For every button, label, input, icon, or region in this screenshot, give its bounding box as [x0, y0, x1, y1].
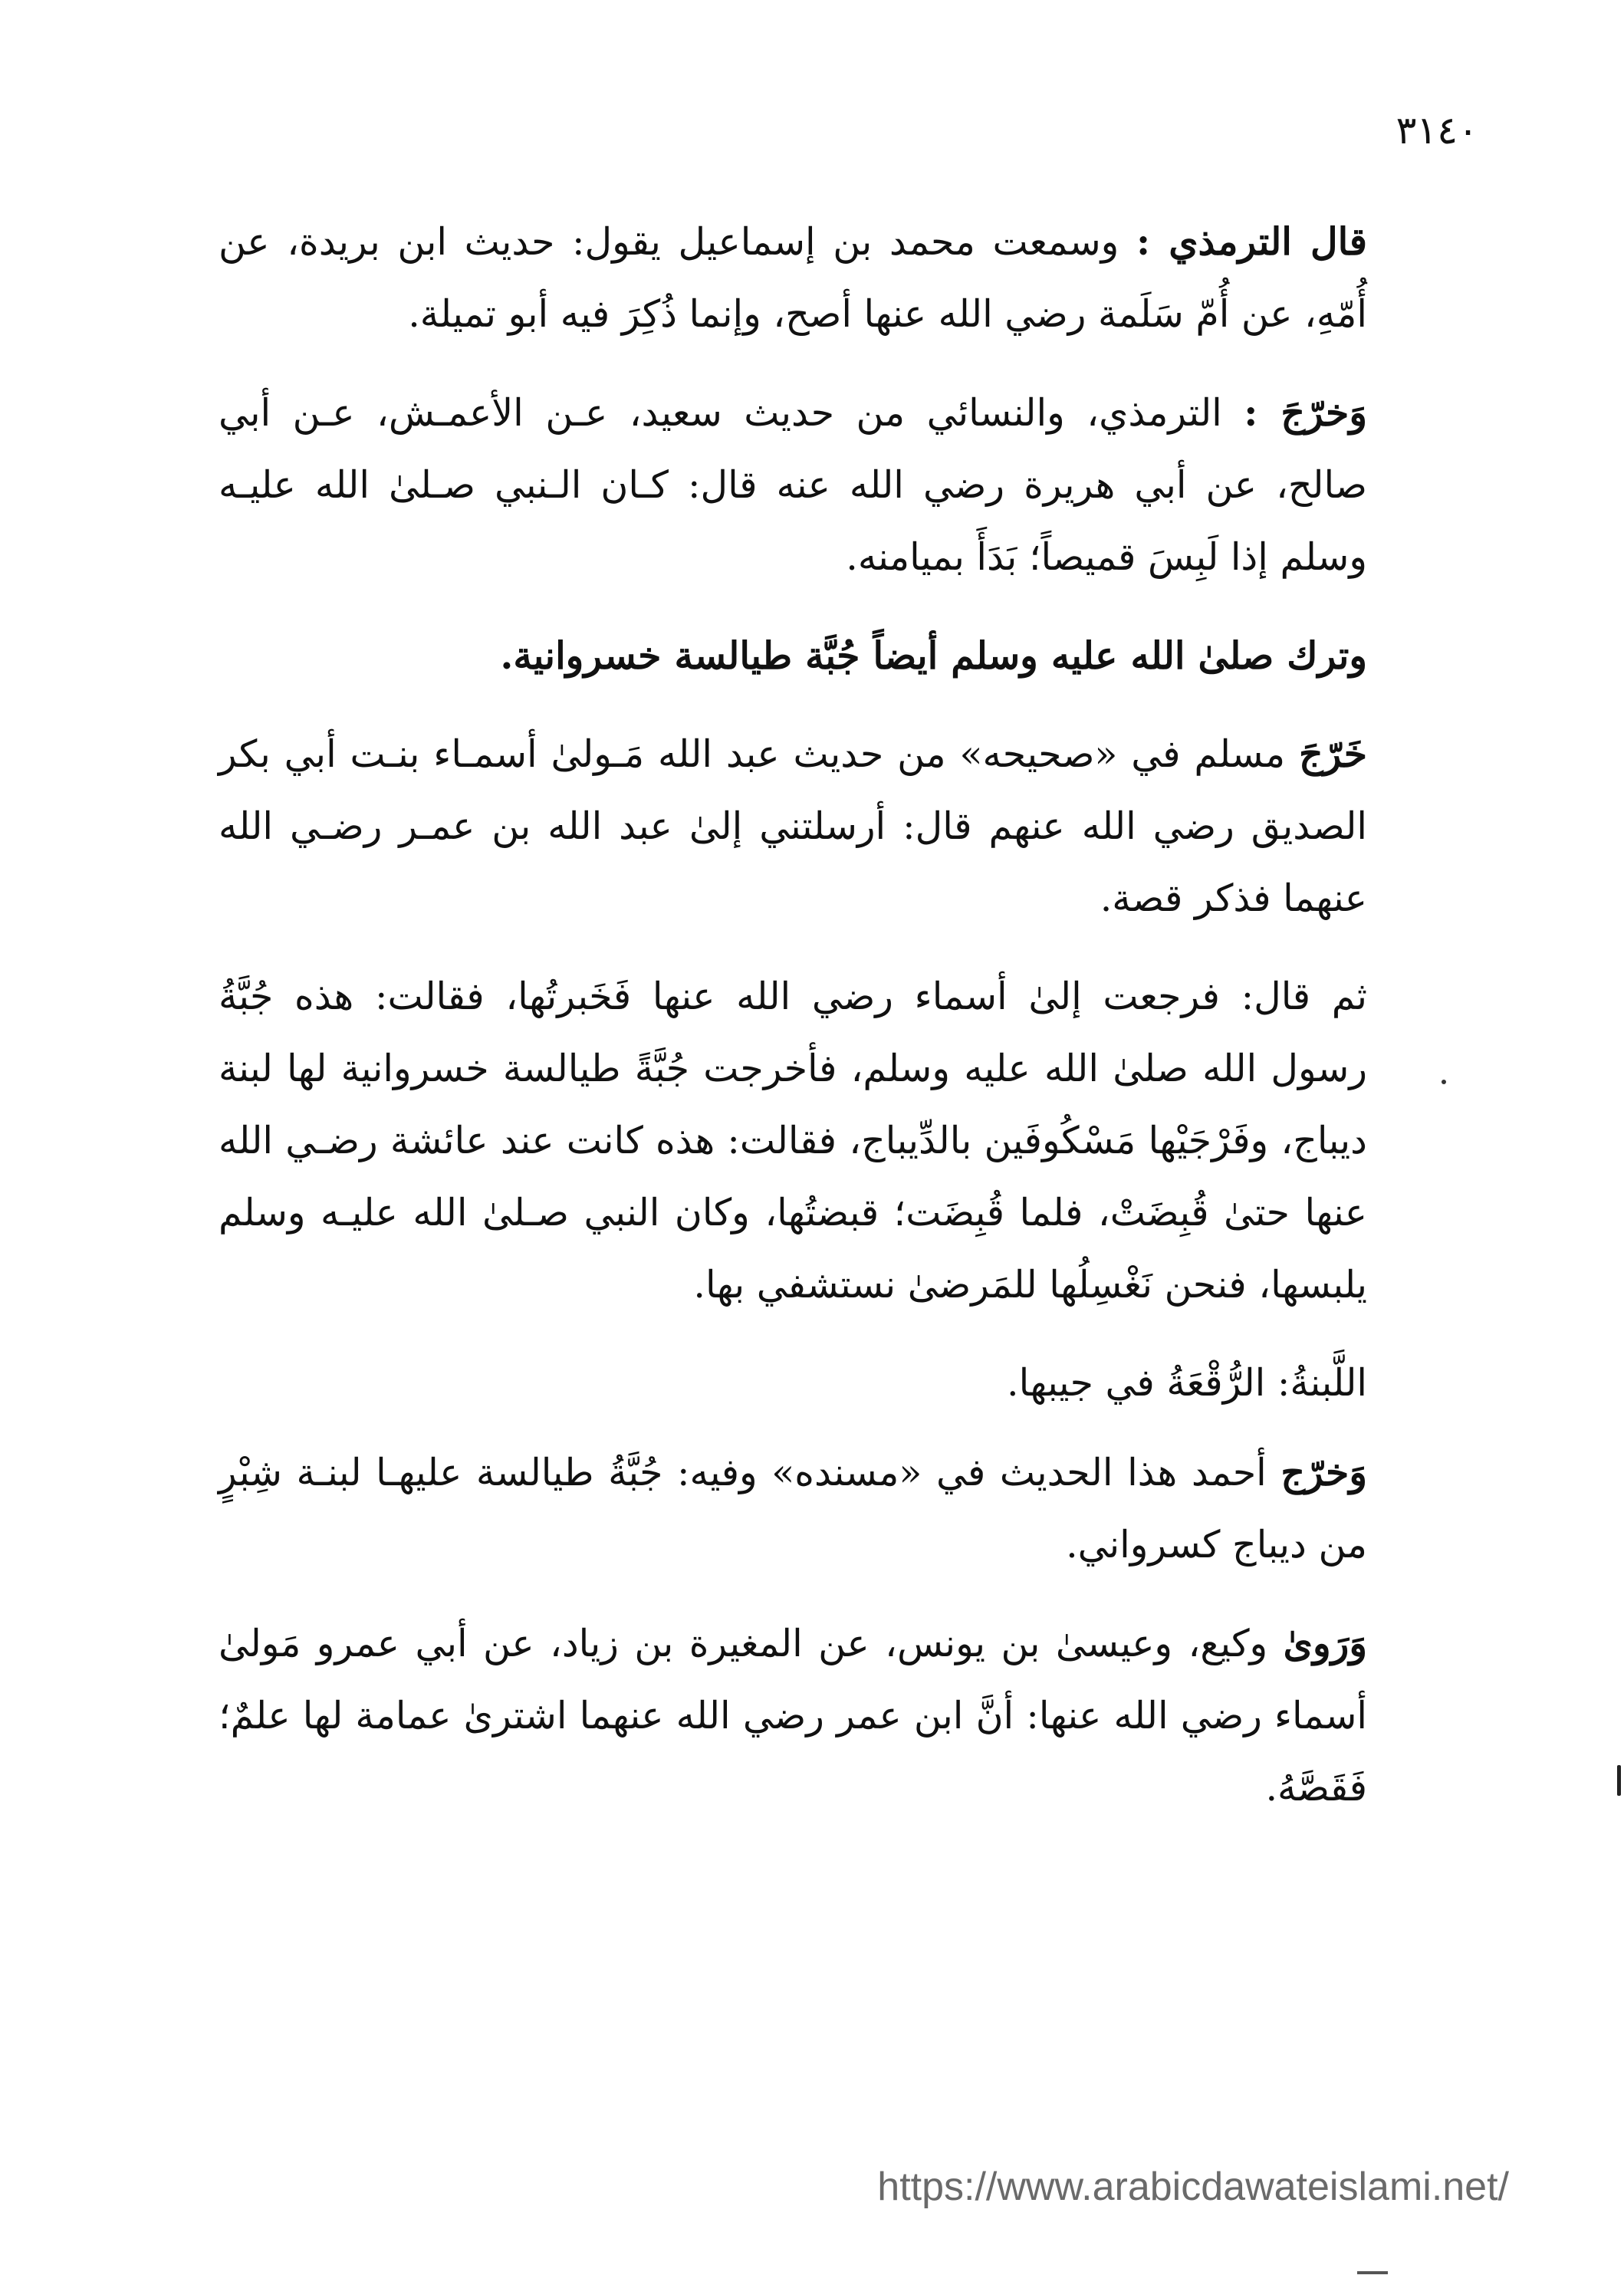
paragraph-takhrij-ahmad [219, 1436, 1405, 1581]
page-number: ٣١٤٠ [1396, 108, 1478, 153]
paragraph-lead: قال الترمذي : [1136, 219, 1367, 264]
paragraph-text: مسلم في «صحيحه» من حديث عبد الله مَـولىٰ أسمـاء بنـت أبي بكر الصديق رضي الله عنهم قال: أرسلتني إلىٰ عبد الله بن عمـر رضـي الله عنهما فذكر قصة. [219, 732, 1367, 920]
paragraph-text: اللَّبنةُ: الرُّقْعَةُ في جيبها. [1007, 1361, 1367, 1405]
paragraph-lead: وَرَوىٰ [1283, 1621, 1367, 1665]
website-watermark: https://www.arabicdawateislami.net/ [877, 2165, 1509, 2209]
paragraph-text: وكيع، وعيسىٰ بن يونس، عن المغيرة بن زياد، عن أبي عمرو مَولىٰ أسماء رضي الله عنها: أنَّ ابن عمر رضي الله عنهما اشترىٰ عمامة لها علمٌ؛ فَقَصَّهُ. [219, 1622, 1367, 1810]
paragraph-waki-narration [219, 1607, 1405, 1824]
paragraph-text: وسمعت محمد بن إسماعيل يقول: حديث ابن بريدة، عن أُمّهِ، عن أُمّ سَلَمة رضي الله عنها أصح، وإنما ذُكِرَ فيه أبو تميلة. [219, 220, 1367, 336]
paragraph-lead: وَخرّجَ : [1244, 390, 1368, 435]
paragraph-text: أحمد هذا الحديث في «مسنده» وفيه: جُبَّةُ طيالسة عليهـا لبنـة شِبْرٍ من ديباج كسرواني. [219, 1451, 1367, 1567]
scan-edge-mark [1617, 1765, 1621, 1796]
body-text [219, 205, 1405, 1850]
paragraph-lead: خَرّجَ [1299, 732, 1367, 776]
paragraph-takhrij-tirmidhi-nasai [219, 376, 1405, 593]
paragraph-asma-narration [219, 961, 1405, 1321]
scan-bottom-mark [1357, 2271, 1388, 2274]
paragraph-heading-jubbah [219, 620, 1405, 692]
paragraph-text: الترمذي، والنسائي من حديث سعيد، عـن الأعمـش، عـن أبي صالح، عن أبي هريرة رضي الله عنه قال: كـان الـنبي صـلىٰ الله عليـه وسلم إذا لَبِسَ قميصاً؛ بَدَأَ بميامنه. [219, 391, 1367, 579]
paragraph-gloss-labinah [219, 1347, 1405, 1419]
paragraph-text: وترك صلىٰ الله عليه وسلم أيضاً جُبَّة طيالسة خسروانية. [500, 633, 1367, 678]
paragraph-takhrij-muslim [219, 718, 1405, 935]
paragraph-text: ثم قال: فرجعت إلىٰ أسماء رضي الله عنها فَخَبرتُها، فقالت: هذه جُبَّةُ رسول الله صلىٰ الله عليه وسلم، فأخرجت جُبَّةً طيالسة خسروانية لها لبنة ديباج، وفَرْجَيْها مَسْكُوفَين بالدِّيباج، فقالت: هذه كانت عند عائشة رضـي الله عنها حتىٰ قُبِضَتْ، فلما قُبِضَت؛ قبضتُها، وكان النبي صـلىٰ الله عليـه وسلم يلبسها، فنحن نَغْسِلُها للمَرضىٰ نستشفي بها. [219, 975, 1367, 1307]
paragraph-lead: وَخرّج [1280, 1450, 1367, 1494]
paragraph-tirmidhi-quote [219, 205, 1405, 350]
scan-speck [1442, 1080, 1446, 1084]
